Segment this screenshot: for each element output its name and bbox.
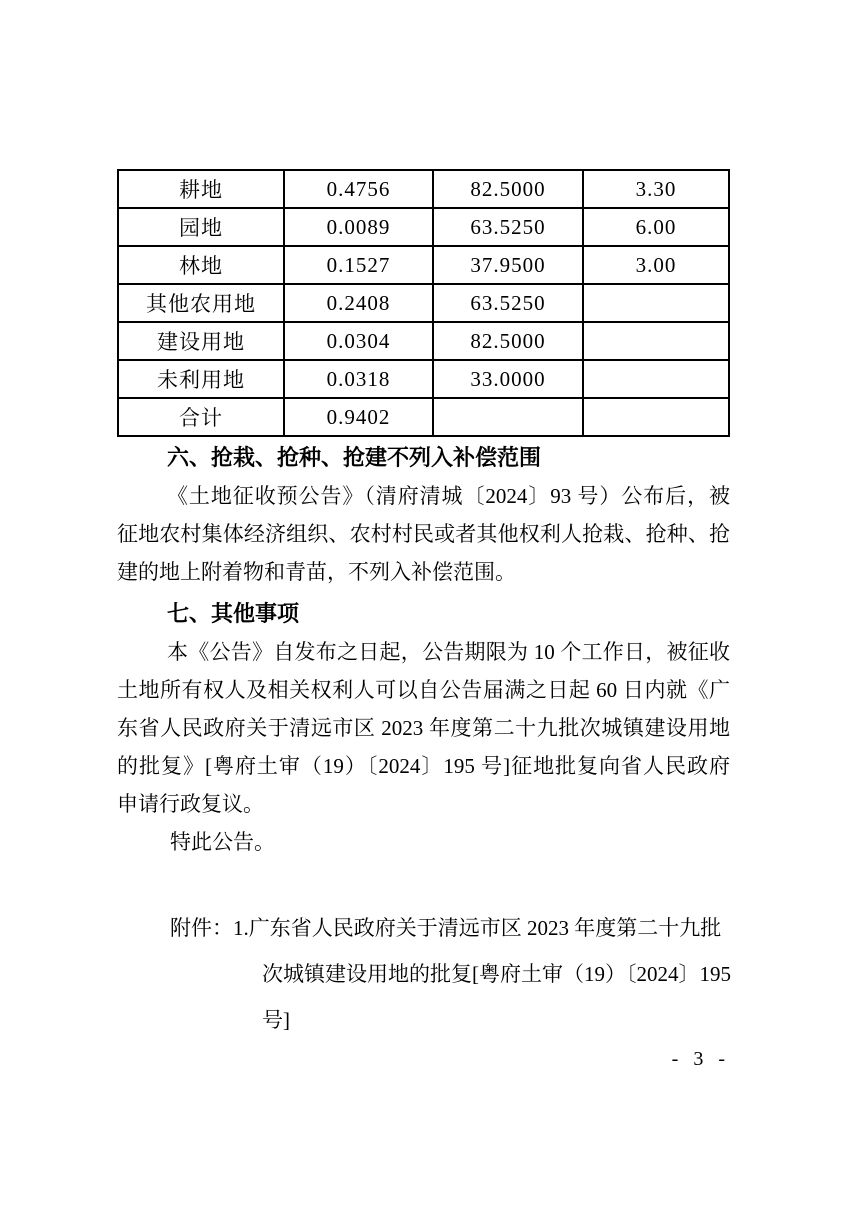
table-row [118,322,729,360]
document-content [117,0,730,1071]
table-cell-area: 0.9402 [284,398,433,436]
table-cell-rate: 82.5000 [433,322,583,360]
attachment-line: 号] [262,1008,290,1032]
paragraph-line: 征地农村集体经济组织、农村村民或者其他权利人抢栽、抢种、抢 [117,522,730,546]
attachment-line: 1.广东省人民政府关于清远市区 2023 年度第二十九批 [233,916,722,940]
paragraph-line: 建的地上附着物和青苗，不列入补偿范围。 [117,560,516,584]
table-cell-area: 0.0304 [284,322,433,360]
table-cell-category: 未利用地 [118,360,284,398]
table-cell-extra [583,284,729,322]
table-cell-area: 0.4756 [284,170,433,208]
attachment-line: 次城镇建设用地的批复[粤府土审（19）〔2024〕195 [262,962,731,986]
table-cell-extra [583,360,729,398]
table-cell-rate [433,398,583,436]
table-row [118,246,729,284]
paragraph-line: 的批复》[粤府土审（19）〔2024〕195 号]征地批复向省人民政府 [117,754,730,778]
table-cell-rate: 33.0000 [433,360,583,398]
land-compensation-table [117,169,730,437]
attachment-label: 附件： [170,916,233,940]
table-cell-extra: 6.00 [583,208,729,246]
table-row [118,208,729,246]
table-cell-extra [583,322,729,360]
table-cell-category: 园地 [118,208,284,246]
table-cell-rate: 63.5250 [433,208,583,246]
attachment-content [233,905,731,1043]
section-seven-heading: 七、其他事项 [167,601,300,626]
table-cell-category: 建设用地 [118,322,284,360]
table-cell-category: 其他农用地 [118,284,284,322]
table-cell-extra: 3.30 [583,170,729,208]
table-row [118,284,729,322]
paragraph-line: 东省人民政府关于清远市区 2023 年度第二十九批次城镇建设用地 [117,716,730,740]
table-cell-extra [583,398,729,436]
table-cell-rate: 37.9500 [433,246,583,284]
paragraph-line: 《土地征收预公告》（清府清城〔2024〕93 号）公布后，被 [167,484,730,508]
table-cell-category: 林地 [118,246,284,284]
paragraph-line: 土地所有权人及相关权利人可以自公告届满之日起 60 日内就《广 [117,678,730,702]
page-number: - 3 - [671,1048,730,1070]
table-cell-rate: 63.5250 [433,284,583,322]
paragraph-line: 本《公告》自发布之日起，公告期限为 10 个工作日，被征收 [167,640,730,664]
table-row [118,360,729,398]
table-cell-extra: 3.00 [583,246,729,284]
paragraph-line: 申请行政复议。 [117,792,264,816]
closing-line: 特此公告。 [170,830,275,854]
table-cell-area: 0.1527 [284,246,433,284]
table-cell-area: 0.2408 [284,284,433,322]
table-cell-area: 0.0089 [284,208,433,246]
table-cell-category: 耕地 [118,170,284,208]
section-six-heading: 六、抢栽、抢种、抢建不列入补偿范围 [167,445,542,470]
table-cell-area: 0.0318 [284,360,433,398]
table-row-total [118,398,729,436]
table-row [118,170,729,208]
table-cell-rate: 82.5000 [433,170,583,208]
attachment-block [170,905,730,1043]
table-cell-category: 合计 [118,398,284,436]
